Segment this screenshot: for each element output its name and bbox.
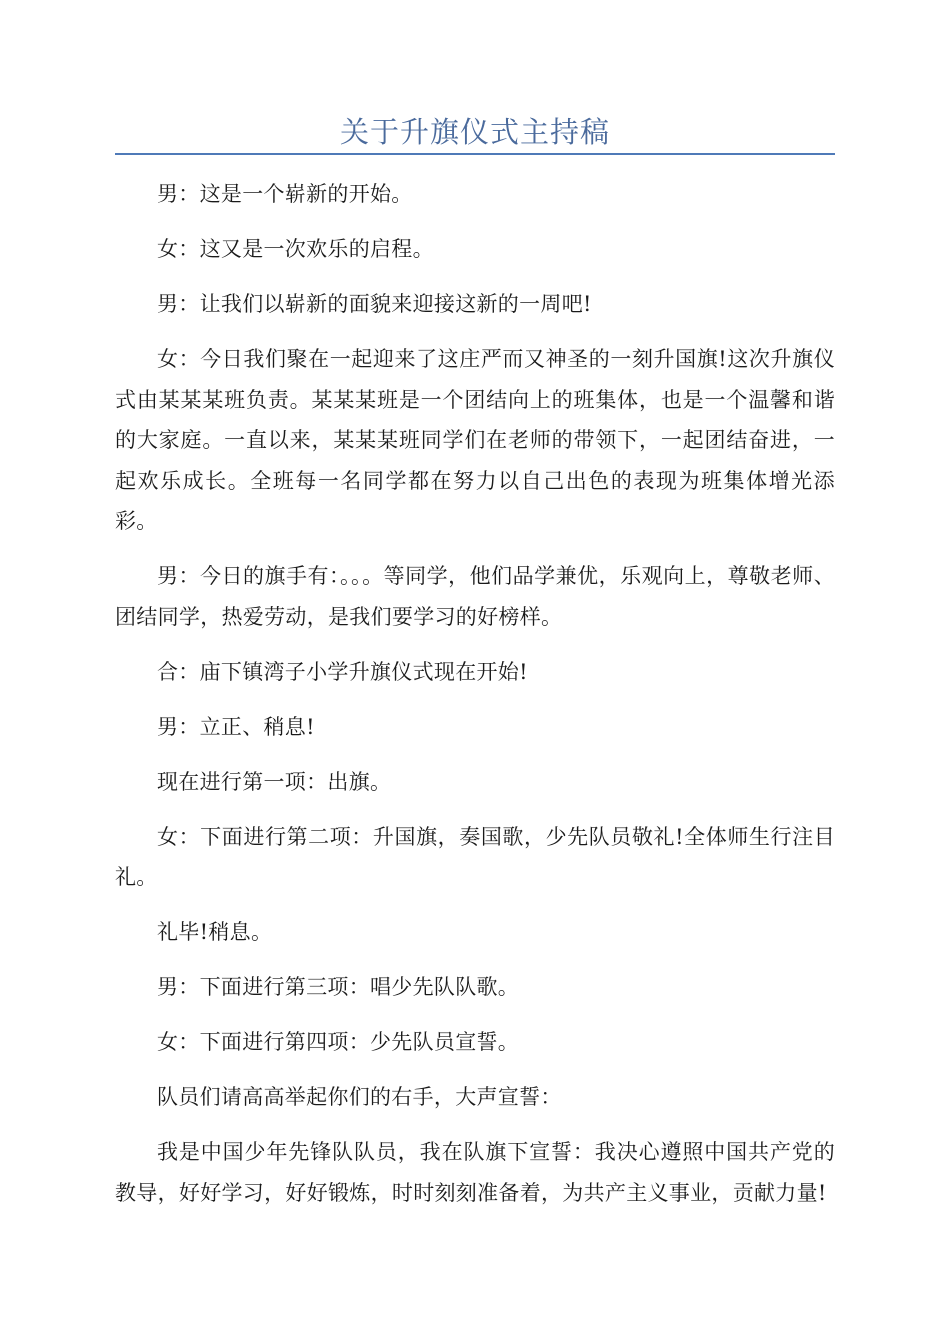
paragraph: 女：下面进行第四项：少先队员宣誓。	[157, 1030, 520, 1054]
paragraph: 我是中国少年先锋队队员，我在队旗下宣誓：我决心遵照中国共产党的教导，好好学习，好好锻炼，时时刻刻准备着，为共产主义事业，贡献力量!	[115, 1140, 835, 1205]
paragraph: 女：今日我们聚在一起迎来了这庄严而又神圣的一刻升国旗!这次升旗仪式由某某某班负责。某某某班是一个团结向上的班集体，也是一个温馨和谐的大家庭。一直以来，某某某班同学们在老师的带领下，一起团结奋进，一起欢乐成长。全班每一名同学都在努力以自己出色的表现为班集体增光添彩。	[115, 347, 835, 533]
paragraph: 女：下面进行第二项：升国旗，奏国歌，少先队员敬礼!全体师生行注目礼。	[115, 824, 835, 889]
paragraph: 现在进行第一项：出旗。	[157, 769, 392, 794]
paragraph: 队员们请高高举起你们的右手，大声宣誓：	[157, 1085, 562, 1109]
title-underline	[115, 153, 835, 155]
paragraph: 男：这是一个崭新的开始。	[157, 182, 413, 206]
page-title: 关于升旗仪式主持稿	[339, 115, 610, 149]
paragraph: 礼毕!稍息。	[157, 920, 273, 944]
paragraph: 女：这又是一次欢乐的启程。	[157, 237, 434, 261]
paragraph: 男：立正、稍息!	[157, 714, 315, 739]
paragraph: 男：让我们以崭新的面貌来迎接这新的一周吧!	[157, 292, 592, 316]
paragraph: 男：下面进行第三项：唱少先队队歌。	[157, 975, 520, 999]
paragraph: 男：今日的旗手有：。。。等同学，他们品学兼优，乐观向上，尊敬老师、团结同学，热爱劳动，是我们要学习的好榜样。	[115, 564, 835, 629]
paragraph: 合：庙下镇湾子小学升旗仪式现在开始!	[157, 659, 528, 684]
document-body	[115, 174, 835, 1228]
